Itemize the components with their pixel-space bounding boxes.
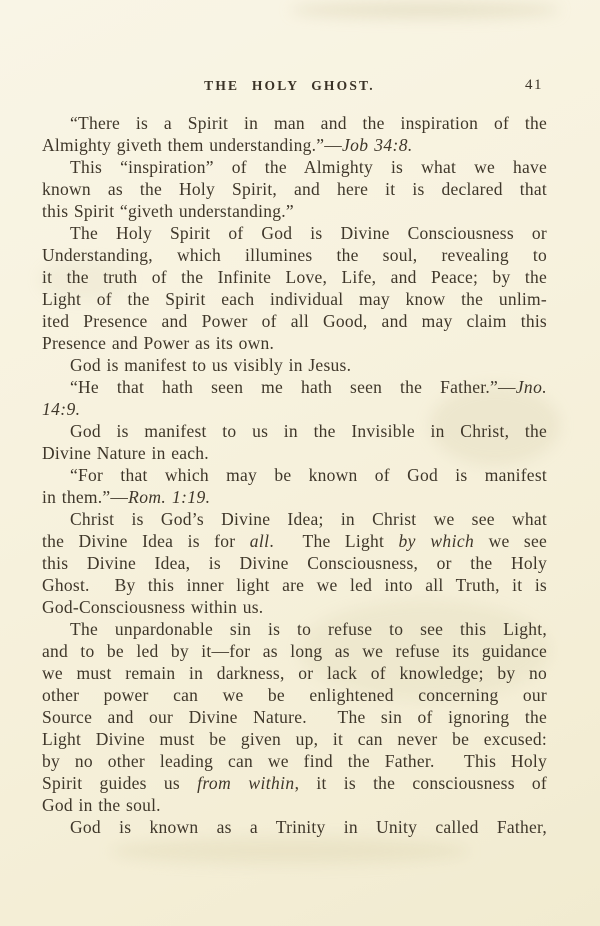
- text-line: [42, 508, 547, 530]
- running-head: [42, 78, 547, 96]
- text-segment: and to be led by it—for as long as we refuse its guidance: [42, 641, 547, 661]
- text-segment: Source and our Divine Nature. The sin of ignoring the: [42, 707, 547, 727]
- text-segment: “There is a Spirit in man and the inspiration of the: [70, 113, 547, 133]
- text-line: [42, 244, 547, 266]
- text-segment: known as the Holy Spirit, and here it is declared that: [42, 179, 547, 199]
- text-line: [42, 442, 547, 464]
- text-line: [42, 376, 547, 398]
- text-segment: Light Divine must be given up, it can never be excused:: [42, 729, 547, 749]
- text-segment: Ghost. By this inner light are we led into all Truth, it is: [42, 575, 547, 595]
- text-segment: Christ is God’s Divine Idea; in Christ we see what: [70, 509, 547, 529]
- text-segment: we see: [474, 531, 547, 551]
- text-segment: God is manifest to us visibly in Jesus.: [70, 355, 352, 375]
- text-segment: God is known as a Trinity in Unity called Father,: [70, 817, 547, 837]
- text-line: [42, 288, 547, 310]
- text-segment: by no other leading can we find the Father. This Holy: [42, 751, 547, 771]
- text-segment: God is manifest to us in the Invisible in Christ, the: [70, 421, 547, 441]
- text-segment: God in the soul.: [42, 795, 161, 815]
- text-segment: it the truth of the Infinite Love, Life, and Peace; by the: [42, 267, 547, 287]
- text-line: [42, 464, 547, 486]
- text-line: [42, 222, 547, 244]
- text-line: [42, 200, 547, 222]
- italic-text: Job 34:8.: [341, 135, 413, 155]
- text-block: [42, 112, 547, 838]
- text-segment: . The Light: [269, 531, 399, 551]
- text-segment: This “inspiration” of the Almighty is what we have: [70, 157, 547, 177]
- text-segment: The Holy Spirit of God is Divine Consciousness or: [70, 223, 547, 243]
- italic-text: all: [249, 531, 270, 551]
- text-line: [42, 310, 547, 332]
- text-line: [42, 684, 547, 706]
- page-smudge: [110, 838, 470, 864]
- text-line: [42, 574, 547, 596]
- text-line: [42, 618, 547, 640]
- text-line: [42, 596, 547, 618]
- text-segment: in them.”—: [42, 487, 129, 507]
- text-segment: this Spirit “giveth understanding.”: [42, 201, 294, 221]
- text-line: [42, 816, 547, 838]
- text-segment: Understanding, which illumines the soul, revealing to: [42, 245, 547, 265]
- text-line: [42, 134, 547, 156]
- text-segment: the Divine Idea is for: [42, 531, 250, 551]
- text-line: [42, 750, 547, 772]
- text-line: [42, 794, 547, 816]
- text-segment: ited Presence and Power of all Good, and may claim this: [42, 311, 547, 331]
- text-segment: Divine Nature in each.: [42, 443, 209, 463]
- text-segment: “For that which may be known of God is manifest: [70, 465, 547, 485]
- text-segment: Spirit guides us: [42, 773, 198, 793]
- text-segment: other power can we be enlightened concerning our: [42, 685, 547, 705]
- text-line: [42, 486, 547, 508]
- italic-text: Jno.: [515, 377, 547, 397]
- text-segment: God-Consciousness within us.: [42, 597, 264, 617]
- text-line: [42, 332, 547, 354]
- text-line: [42, 552, 547, 574]
- text-segment: Presence and Power as its own.: [42, 333, 275, 353]
- page-number: 41: [525, 77, 543, 93]
- text-line: [42, 420, 547, 442]
- text-segment: Almighty giveth them understanding.”—: [42, 135, 342, 155]
- text-line: [42, 772, 547, 794]
- italic-text: from within: [197, 773, 295, 793]
- text-line: [42, 728, 547, 750]
- text-line: [42, 156, 547, 178]
- text-line: [42, 530, 547, 552]
- text-line: [42, 706, 547, 728]
- text-line: [42, 266, 547, 288]
- text-segment: “He that hath seen me hath seen the Father.”—: [70, 377, 516, 397]
- text-line: [42, 640, 547, 662]
- chapter-title: THE HOLY GHOST.: [204, 78, 375, 93]
- text-segment: we must remain in darkness, or lack of knowledge; by no: [42, 663, 547, 683]
- text-line: [42, 178, 547, 200]
- text-segment: Light of the Spirit each individual may know the unlim-: [42, 289, 547, 309]
- text-segment: this Divine Idea, is Divine Consciousness, or the Holy: [42, 553, 547, 573]
- italic-text: 14:9.: [42, 399, 81, 419]
- italic-text: by which: [398, 531, 475, 551]
- italic-text: Rom. 1:19.: [128, 487, 211, 507]
- text-line: [42, 354, 547, 376]
- text-line: [42, 112, 547, 134]
- text-line: [42, 662, 547, 684]
- page-smudge: [290, 2, 560, 18]
- text-segment: , it is the consciousness of: [294, 773, 547, 793]
- text-line: [42, 398, 547, 420]
- text-segment: The unpardonable sin is to refuse to see this Light,: [70, 619, 547, 639]
